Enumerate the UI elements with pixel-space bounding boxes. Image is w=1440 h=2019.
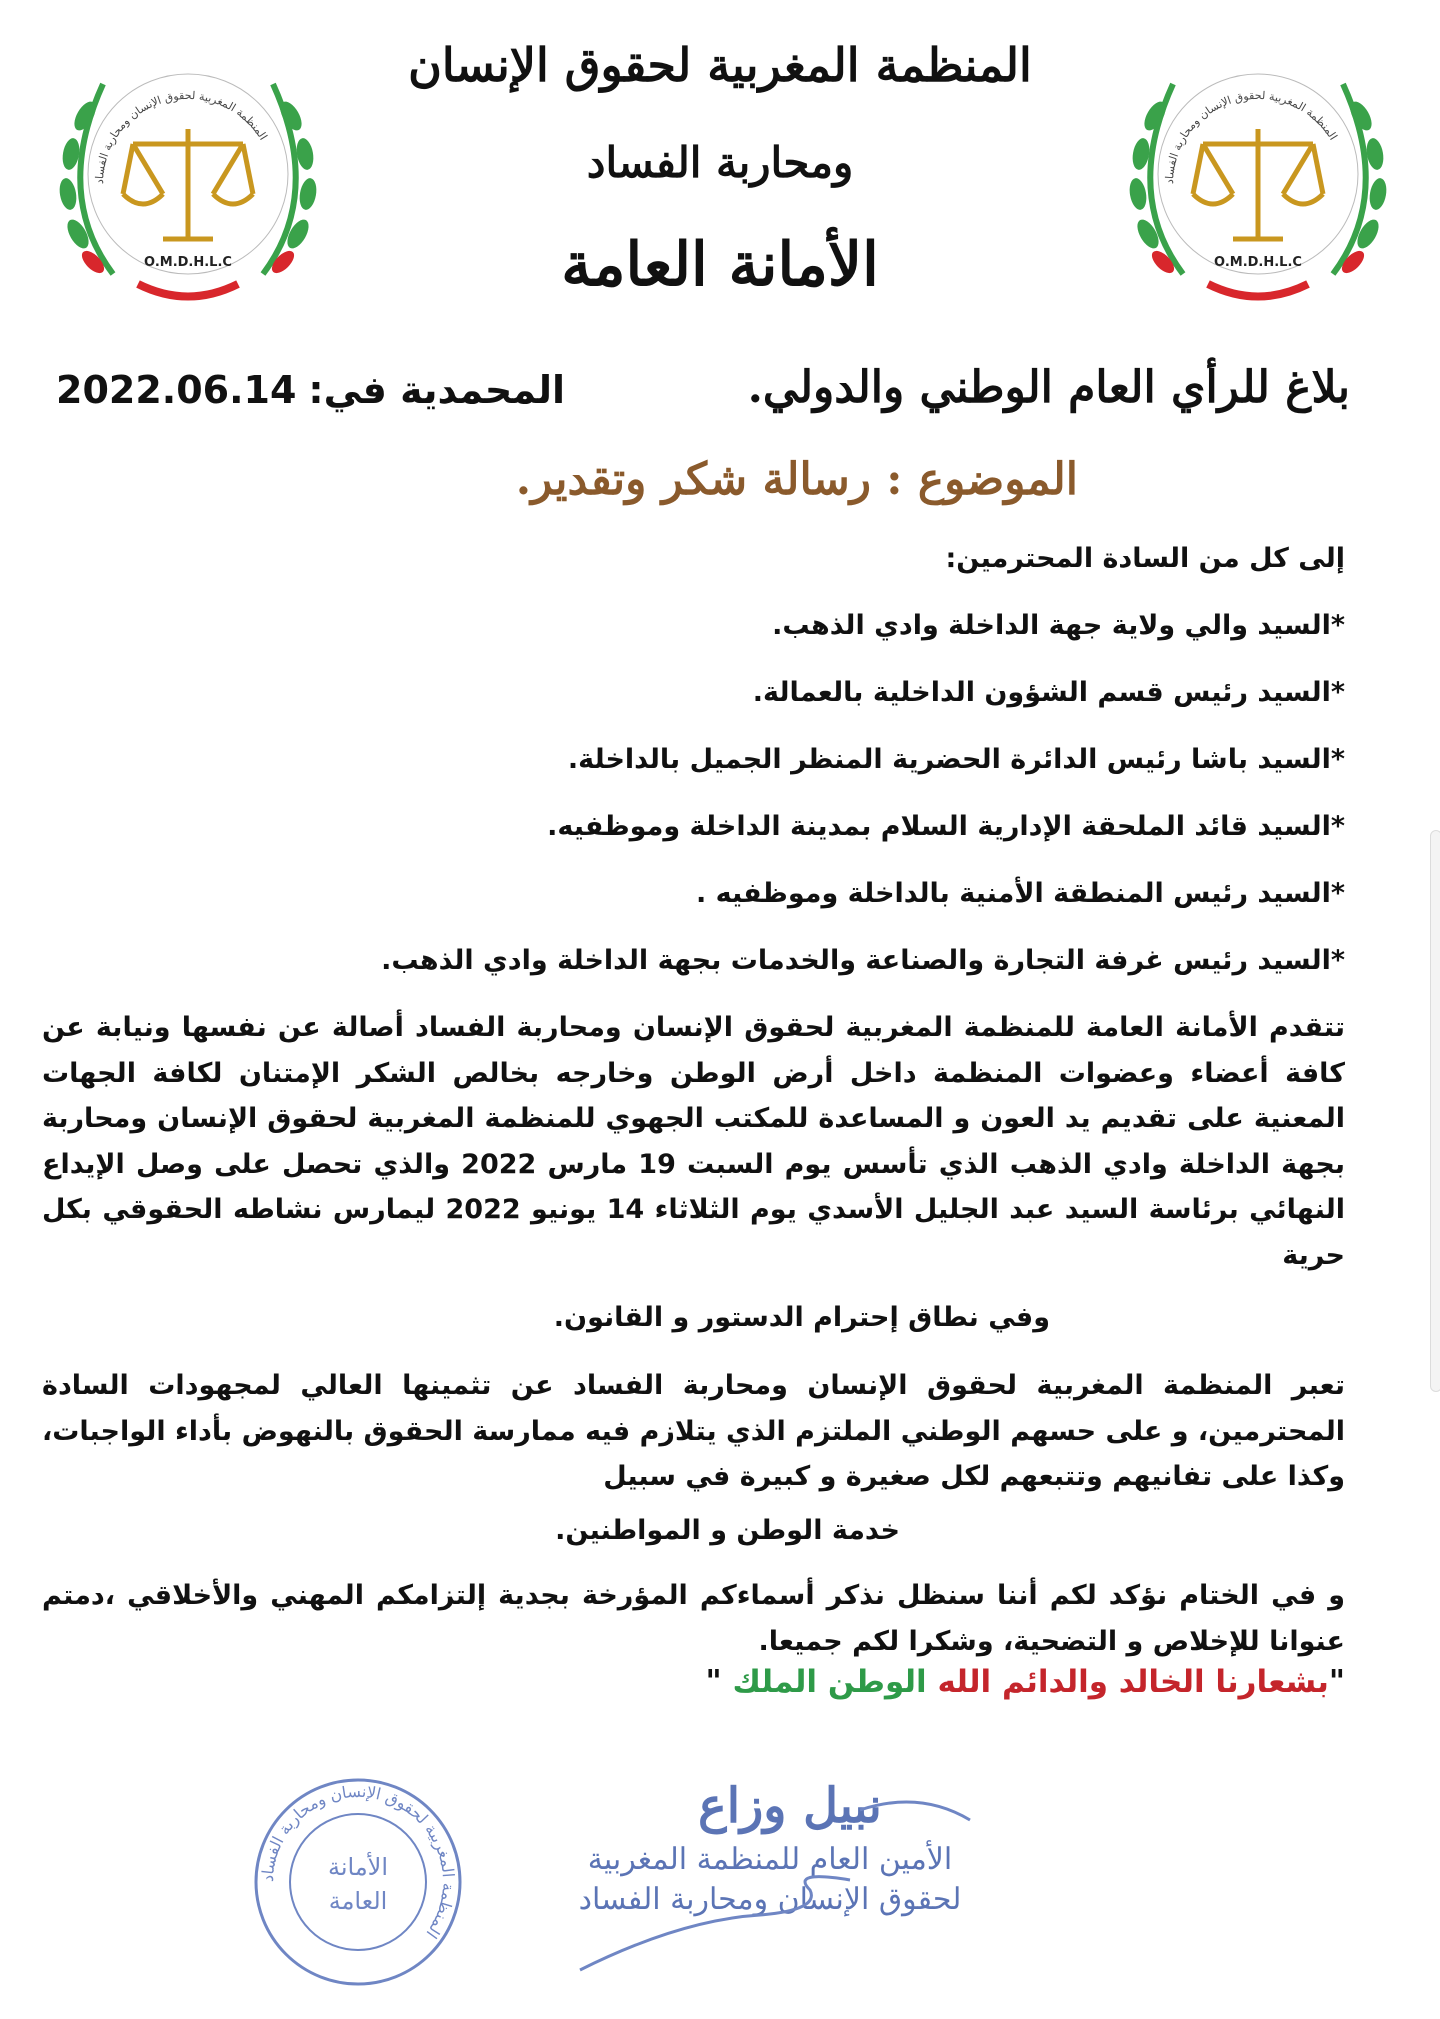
date-line (56, 368, 565, 412)
slogan-part-3: الوطن الملك (732, 1664, 927, 1700)
organization-name: المنظمة المغربية لحقوق الإنسان (408, 38, 1032, 92)
scroll-handle[interactable] (1430, 830, 1440, 1392)
general-secretariat-heading: الأمانة العامة (561, 230, 879, 300)
notice-title: بلاغ للرأي العام الوطني والدولي. (747, 362, 1350, 413)
handwritten-signature-stroke (560, 1770, 1000, 1980)
closing-slogan (706, 1664, 1345, 1700)
svg-text:O.M.D.H.L.C: O.M.D.H.L.C (1214, 255, 1302, 270)
recipient-item: *السيد قائد الملحقة الإدارية السلام بمدينة الداخلة وموظفيه. (547, 811, 1345, 842)
svg-text:المنظمة المغربية لحقوق الإنسان: المنظمة المغربية لحقوق الإنسان ومحاربة الفساد (92, 88, 270, 185)
svg-text:المنظمة المغربية لحقوق الإنسان: المنظمة المغربية لحقوق الإنسان ومحاربة الفساد (1162, 88, 1340, 185)
recipient-item: *السيد رئيس المنطقة الأمنية بالداخلة وموظفيه . (695, 878, 1345, 909)
slogan-part-1: بشعارنا الخالد والدائم (1001, 1664, 1329, 1700)
organization-name-line2: ومحاربة الفساد (586, 138, 854, 187)
slogan-part-2: الله (937, 1664, 992, 1700)
svg-text:الأمانة: الأمانة (327, 1853, 389, 1881)
body-paragraph-3: و في الختام نؤكد لكم أننا سنظل نذكر أسماءكم المؤرخة بجدية إلتزامكم المهني والأخلاقي ،دمتم عنوانا للإخلاص و التضحية، وشكرا لكم جميعا. (42, 1580, 1345, 1657)
recipient-item: *السيد رئيس قسم الشؤون الداخلية بالعمالة. (752, 677, 1345, 708)
signer-title-line2: لحقوق الإنسان ومحاربة الفساد (578, 1882, 962, 1917)
signer-name: نبيل وزاع (698, 1778, 882, 1834)
svg-text:المنظمة المغربية لحقوق الإنسان: المنظمة المغربية لحقوق الإنسان ومحاربة الفساد (257, 1781, 459, 1943)
body-paragraph-1-end: وفي نطاق إحترام الدستور و القانون. (553, 1302, 1050, 1333)
slogan-open-quote: " (1328, 1664, 1345, 1700)
body-paragraph-1: تتقدم الأمانة العامة للمنظمة المغربية لحقوق الإنسان ومحاربة الفساد أصالة عن نفسها ونيابة عن كافة أعضاء وعضوات المنظمة داخل أرض الوطن وخارجه بخالص الشكر الإمتنان لكافة الجهات المعنية على تقديم يد العون و المساعدة للمكتب الجهوي للمنظمة المغربية لحقوق الإنسان ومحاربة بجهة الداخلة وادي الذهب الذي تأسس يوم السبت 19 مارس 2022 والذي تحصل على وصل الإيداع النهائي برئاسة السيد عبد الجليل الأسدي يوم الثلاثاء 14 يونيو 2022 ليمارس نشاطه الحقوقي بكل حرية (42, 1012, 1345, 1271)
official-stamp (248, 1772, 468, 1992)
recipients-intro: إلى كل من السادة المحترمين: (945, 543, 1345, 574)
body-paragraph-2: تعبر المنظمة المغربية لحقوق الإنسان ومحاربة الفساد عن تثمينها العالي لمجهودات السادة المحترمين، و على حسهم الوطني الملتزم الذي يتلازم فيه ممارسة الحقوق بالنهوض بأداء الواجبات، وكذا على تفانيهم وتتبعهم لكل صغيرة و كبيرة في سبيل (42, 1370, 1345, 1493)
date-value: 2022.06.14 (56, 368, 297, 412)
recipient-item: *السيد رئيس غرفة التجارة والصناعة والخدمات بجهة الداخلة وادي الذهب. (381, 945, 1345, 976)
date-label: المحمدية في: (308, 368, 566, 412)
body-paragraph-2-end: خدمة الوطن و المواطنين. (555, 1515, 900, 1546)
signer-title: الأمين العام للمنظمة المغربية (587, 1842, 953, 1877)
recipient-item: *السيد باشا رئيس الدائرة الحضرية المنظر الجميل بالداخلة. (567, 744, 1345, 775)
svg-text:العامة: العامة (328, 1887, 388, 1915)
slogan-close-quote: " (705, 1664, 722, 1700)
svg-text:O.M.D.H.L.C: O.M.D.H.L.C (144, 255, 232, 270)
recipient-item: *السيد والي ولاية جهة الداخلة وادي الذهب. (772, 610, 1345, 641)
organization-logo-right (1113, 34, 1403, 314)
subject-line: الموضوع : رسالة شكر وتقدير. (515, 454, 1078, 505)
signature-block (520, 1770, 1040, 1980)
organization-logo-left (43, 34, 333, 314)
